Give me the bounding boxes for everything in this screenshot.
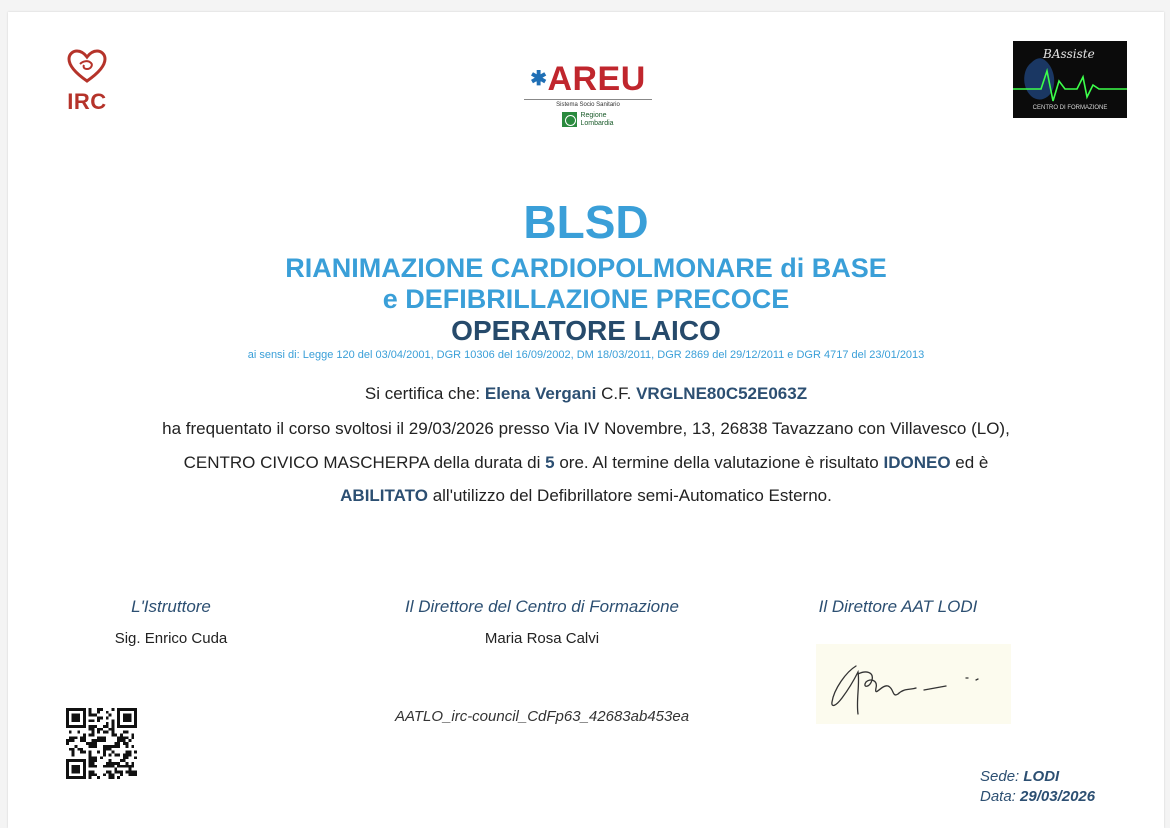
line4-post: all'utilizzo del Defibrillatore semi-Automatico Esterno. xyxy=(432,486,832,505)
participant-name: Elena Vergani xyxy=(484,384,597,403)
star-of-life-icon: ✱ xyxy=(530,68,548,90)
legal-reference: ai sensi di: Legge 120 del 03/04/2001, DGR 10306 del 16/09/2002, DM 18/03/2011, DGR 2869 del 29/12/2011 e DGR 4717 del 23/01/2013 xyxy=(247,349,925,361)
regione-label xyxy=(580,112,613,128)
line3-mid: ore. Al termine della valutazione è risultato xyxy=(559,453,879,472)
sede-label: Sede: xyxy=(980,768,1020,785)
regione-lombardia-logo xyxy=(508,111,668,129)
certification-line4 xyxy=(8,486,1164,506)
irc-wordmark: IRC xyxy=(67,89,107,114)
line3-pre: CENTRO CIVICO MASCHERPA della durata di xyxy=(183,453,541,472)
regione-lombardia-icon xyxy=(562,112,577,127)
signature-icon xyxy=(816,644,1011,724)
certificate-code: AATLO_irc-council_CdFp63_42683ab453ea xyxy=(394,708,690,725)
sede-row xyxy=(980,767,1095,787)
cf-label: C.F. xyxy=(601,384,632,403)
subtitle-line3: OPERATORE LAICO xyxy=(451,315,721,346)
bassiste-logo xyxy=(1013,41,1127,118)
data-row xyxy=(980,787,1095,807)
instructor-name: Sig. Enrico Cuda xyxy=(114,630,228,647)
instructor-title: L'Istruttore xyxy=(131,597,211,616)
areu-subtitle: Sistema Socio Sanitario xyxy=(556,102,620,108)
areu-divider xyxy=(524,99,652,100)
data-label: Data: xyxy=(980,788,1016,805)
subtitle-line2: e DEFIBRILLAZIONE PRECOCE xyxy=(382,284,790,314)
certification-intro: Si certifica che: xyxy=(364,384,481,403)
bassiste-name: BAssiste xyxy=(1043,47,1095,61)
qr-code xyxy=(66,708,137,779)
aat-director-signature xyxy=(816,644,1011,724)
center-director-name: Maria Rosa Calvi xyxy=(484,630,600,647)
data-value: 29/03/2026 xyxy=(1020,788,1096,805)
areu-logo xyxy=(508,62,668,147)
qr-code-icon xyxy=(66,708,137,779)
subtitle-line1: RIANIMAZIONE CARDIOPOLMONARE di BASE xyxy=(285,253,887,283)
heart-icon xyxy=(66,48,108,84)
line3-post: ed è xyxy=(955,453,989,472)
certification-line3 xyxy=(8,453,1164,473)
certificate-title: BLSD xyxy=(523,196,649,248)
certification-line1 xyxy=(8,384,1164,404)
course-hours: 5 xyxy=(545,453,555,472)
sede-value: LODI xyxy=(1023,768,1060,785)
certificate-page xyxy=(8,12,1164,828)
certification-line2: ha frequentato il corso svoltosi il 29/03/2026 presso Via IV Novembre, 13, 26838 Tavazzano con Villavesco (LO), xyxy=(162,419,1010,438)
result-badge: IDONEO xyxy=(883,453,951,472)
irc-logo xyxy=(62,48,112,128)
footer-location-date xyxy=(980,767,1095,807)
center-director-title: Il Direttore del Centro di Formazione xyxy=(404,597,679,616)
regione-line2: Lombardia xyxy=(580,119,614,127)
areu-text: AREU xyxy=(547,60,646,98)
bassiste-subtitle: CENTRO DI FORMAZIONE xyxy=(1032,105,1108,111)
enabled-status: ABILITATO xyxy=(340,486,428,505)
regione-line1: Regione xyxy=(580,111,607,119)
fiscal-code: VRGLNE80C52E063Z xyxy=(636,384,808,403)
areu-wordmark xyxy=(508,62,668,96)
aat-director-title: Il Direttore AAT LODI xyxy=(818,597,978,616)
